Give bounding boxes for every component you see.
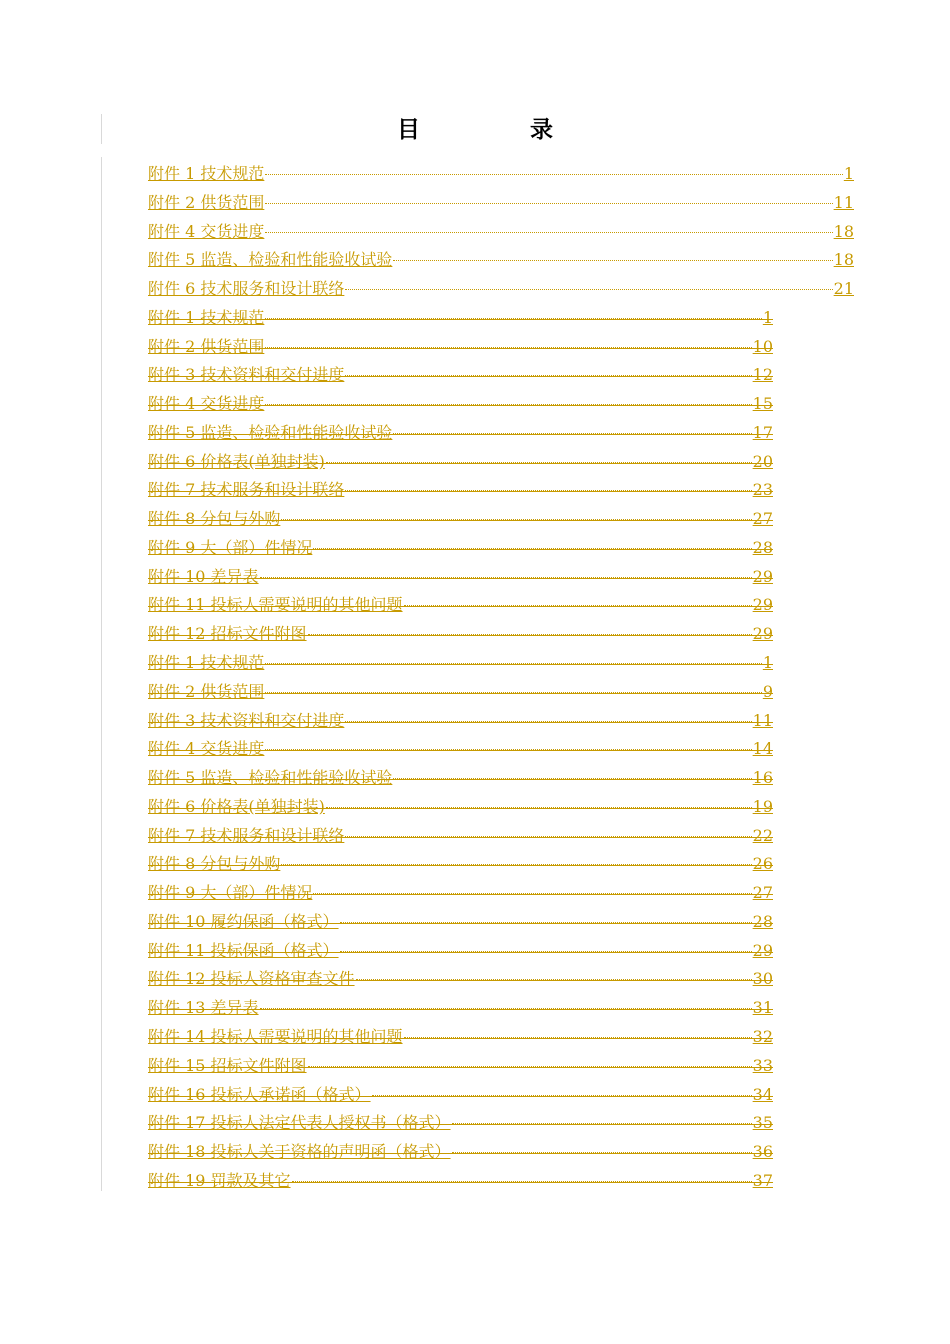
toc-entry-deleted[interactable] — [148, 707, 773, 736]
toc-entry[interactable] — [148, 275, 854, 304]
toc-entry-deleted[interactable] — [148, 563, 773, 592]
toc-entry-deleted[interactable] — [148, 1081, 773, 1110]
toc-page-number: 18 — [833, 221, 854, 241]
toc-entry-label: 附件 2 供货范围 — [148, 681, 265, 701]
toc-page-number: 18 — [833, 250, 854, 270]
toc-page-number: 27 — [752, 883, 773, 903]
margin-change-bar — [101, 157, 102, 1191]
toc-entry-label: 附件 12 招标文件附图 — [148, 624, 307, 644]
toc-entry-deleted[interactable] — [148, 937, 773, 966]
toc-page-number: 29 — [752, 940, 773, 960]
toc-dot-leader — [265, 304, 761, 319]
toc-entry-label: 附件 13 差异表 — [148, 998, 259, 1018]
toc-entry-label: 附件 5 监造、检验和性能验收试验 — [148, 422, 393, 442]
toc-entry[interactable] — [148, 189, 854, 218]
toc-entry-label: 附件 5 监造、检验和性能验收试验 — [148, 768, 393, 788]
toc-dot-leader — [340, 937, 752, 952]
toc-entry-deleted[interactable] — [148, 735, 773, 764]
toc-entry-label: 附件 10 履约保函（格式） — [148, 911, 339, 931]
toc-page-number: 1 — [762, 307, 773, 327]
toc-dot-leader — [281, 850, 751, 865]
toc-entry-deleted[interactable] — [148, 965, 773, 994]
toc-entry-label: 附件 7 技术服务和设计联络 — [148, 480, 345, 500]
toc-entry-deleted[interactable] — [148, 304, 773, 333]
toc-page-number: 10 — [752, 336, 773, 356]
toc-entry-label: 附件 2 供货范围 — [148, 192, 265, 212]
toc-dot-leader — [326, 793, 752, 808]
toc-page-number: 11 — [833, 192, 854, 212]
toc-entry[interactable] — [148, 160, 854, 189]
toc-dot-leader — [281, 505, 751, 520]
toc-dot-leader — [356, 965, 752, 980]
toc-page-number: 28 — [752, 537, 773, 557]
toc-entry-label: 附件 9 大（部）件情况 — [148, 883, 313, 903]
toc-page-number: 36 — [752, 1142, 773, 1162]
toc-page-number: 1 — [762, 653, 773, 673]
toc-entry-label: 附件 5 监造、检验和性能验收试验 — [148, 250, 393, 270]
toc-entry-label: 附件 11 投标人需要说明的其他问题 — [148, 595, 403, 615]
toc-dot-leader — [265, 735, 751, 750]
toc-entry[interactable] — [148, 218, 854, 247]
toc-dot-leader — [265, 678, 761, 693]
toc-entry-label: 附件 18 投标人关于资格的声明函（格式） — [148, 1142, 451, 1162]
toc-page-number: 30 — [752, 969, 773, 989]
toc-entry-label: 附件 9 大（部）件情况 — [148, 537, 313, 557]
toc-entry-label: 附件 1 技术规范 — [148, 164, 265, 183]
toc-page-number: 33 — [752, 1055, 773, 1075]
toc-dot-leader — [265, 649, 761, 664]
toc-page-number: 27 — [752, 509, 773, 529]
toc-dot-leader — [265, 218, 832, 233]
toc-entry-label: 附件 3 技术资料和交付进度 — [148, 710, 345, 730]
toc-page-number: 17 — [752, 422, 773, 442]
toc-entry-deleted[interactable] — [148, 1167, 773, 1196]
toc-dot-leader — [308, 1052, 752, 1067]
toc-entry-label: 附件 3 技术资料和交付进度 — [148, 365, 345, 385]
toc-entry-label: 附件 6 价格表(单独封装) — [148, 796, 325, 816]
toc-page-number: 37 — [752, 1170, 773, 1190]
toc-entry-deleted[interactable] — [148, 534, 773, 563]
toc-page-number: 34 — [752, 1084, 773, 1104]
toc-dot-leader — [265, 390, 751, 405]
toc-dot-leader — [393, 764, 751, 779]
toc-entry-label: 附件 4 交货进度 — [148, 221, 265, 241]
toc-title-char: 目 — [397, 117, 420, 143]
toc-page-number: 22 — [752, 825, 773, 845]
toc-page-number: 9 — [762, 681, 773, 701]
toc-page-number: 11 — [752, 710, 773, 730]
toc-entry-label: 附件 4 交货进度 — [148, 739, 265, 759]
toc-entry-label: 附件 6 价格表(单独封装) — [148, 451, 325, 471]
toc-entry-label: 附件 14 投标人需要说明的其他问题 — [148, 1026, 403, 1046]
toc-entry-label: 附件 4 交货进度 — [148, 394, 265, 414]
toc-entry-deleted[interactable] — [148, 678, 773, 707]
toc-entry-label: 附件 2 供货范围 — [148, 336, 265, 356]
toc-page-number: 14 — [752, 739, 773, 759]
toc-entry-label: 附件 6 技术服务和设计联络 — [148, 279, 345, 299]
toc-page-number: 16 — [752, 768, 773, 788]
toc-dot-leader — [404, 591, 752, 606]
toc-entry-label: 附件 1 技术规范 — [148, 653, 265, 673]
toc-dot-leader — [308, 620, 752, 635]
toc-entry-deleted[interactable] — [148, 591, 773, 620]
toc-dot-leader — [345, 476, 751, 491]
toc-dot-leader — [292, 1167, 752, 1182]
toc-entry-deleted[interactable] — [148, 1109, 773, 1138]
toc-dot-leader — [404, 1023, 752, 1038]
toc-dot-leader — [326, 448, 752, 463]
toc-dot-leader — [452, 1138, 752, 1153]
toc-title-char: 录 — [530, 117, 553, 143]
toc-entry-deleted[interactable] — [148, 850, 773, 879]
toc-dot-leader — [393, 419, 751, 434]
toc-page-number: 28 — [752, 911, 773, 931]
toc-dot-leader — [345, 822, 751, 837]
toc-page-number: 29 — [752, 624, 773, 644]
toc-dot-leader — [452, 1109, 752, 1124]
toc-entry-label: 附件 11 投标保函（格式） — [148, 940, 339, 960]
toc-dot-leader — [265, 189, 832, 204]
toc-dot-leader — [265, 333, 751, 348]
toc-entry-deleted[interactable] — [148, 793, 773, 822]
toc-entry-deleted[interactable] — [148, 1052, 773, 1081]
toc-dot-leader — [393, 246, 832, 261]
toc-entry-label: 附件 15 招标文件附图 — [148, 1055, 307, 1075]
toc-page-number: 26 — [752, 854, 773, 874]
toc-entry-deleted[interactable] — [148, 1138, 773, 1167]
toc-entry-label: 附件 12 投标人资格审查文件 — [148, 969, 355, 989]
toc-entry-label: 附件 19 罚款及其它 — [148, 1170, 291, 1190]
toc-page-number: 29 — [752, 595, 773, 615]
toc-dot-leader — [345, 275, 832, 290]
toc-page-number: 35 — [752, 1113, 773, 1133]
toc-dot-leader — [372, 1081, 752, 1096]
toc-entry-deleted[interactable] — [148, 879, 773, 908]
toc-entry-deleted[interactable] — [148, 822, 773, 851]
toc-page-number: 23 — [752, 480, 773, 500]
table-of-contents — [148, 160, 854, 1196]
toc-entry-label: 附件 1 技术规范 — [148, 307, 265, 327]
toc-page-number: 19 — [752, 796, 773, 816]
toc-entry-deleted[interactable] — [148, 620, 773, 649]
toc-entry-deleted[interactable] — [148, 419, 773, 448]
toc-entry-deleted[interactable] — [148, 505, 773, 534]
toc-entry-label: 附件 17 投标人法定代表人授权书（格式） — [148, 1113, 451, 1133]
toc-page-number: 29 — [752, 566, 773, 586]
toc-dot-leader — [340, 908, 752, 923]
toc-dot-leader — [260, 563, 752, 578]
toc-page-number: 15 — [752, 394, 773, 414]
toc-page-number: 12 — [752, 365, 773, 385]
toc-entry-deleted[interactable] — [148, 390, 773, 419]
toc-entry-deleted[interactable] — [148, 448, 773, 477]
toc-title — [0, 114, 950, 146]
toc-dot-leader — [265, 160, 842, 175]
toc-dot-leader — [313, 534, 751, 549]
toc-entry-label: 附件 16 投标人承诺函（格式） — [148, 1084, 371, 1104]
toc-entry-label: 附件 8 分包与外购 — [148, 854, 281, 874]
toc-entry-deleted[interactable] — [148, 764, 773, 793]
toc-page-number: 1 — [843, 164, 854, 183]
toc-entry-deleted[interactable] — [148, 908, 773, 937]
toc-entry-label: 附件 7 技术服务和设计联络 — [148, 825, 345, 845]
toc-page-number: 20 — [752, 451, 773, 471]
toc-entry-deleted[interactable] — [148, 649, 773, 678]
toc-dot-leader — [345, 361, 751, 376]
toc-entry-deleted[interactable] — [148, 994, 773, 1023]
toc-entry-deleted[interactable] — [148, 361, 773, 390]
toc-page-number: 32 — [752, 1026, 773, 1046]
toc-page-number: 31 — [752, 998, 773, 1018]
toc-page-number: 21 — [833, 279, 854, 299]
toc-entry[interactable] — [148, 246, 854, 275]
toc-entry-deleted[interactable] — [148, 476, 773, 505]
toc-entry-deleted[interactable] — [148, 333, 773, 362]
toc-dot-leader — [260, 994, 752, 1009]
toc-dot-leader — [313, 879, 751, 894]
toc-entry-label: 附件 10 差异表 — [148, 566, 259, 586]
toc-entry-deleted[interactable] — [148, 1023, 773, 1052]
toc-dot-leader — [345, 707, 751, 722]
toc-entry-label: 附件 8 分包与外购 — [148, 509, 281, 529]
